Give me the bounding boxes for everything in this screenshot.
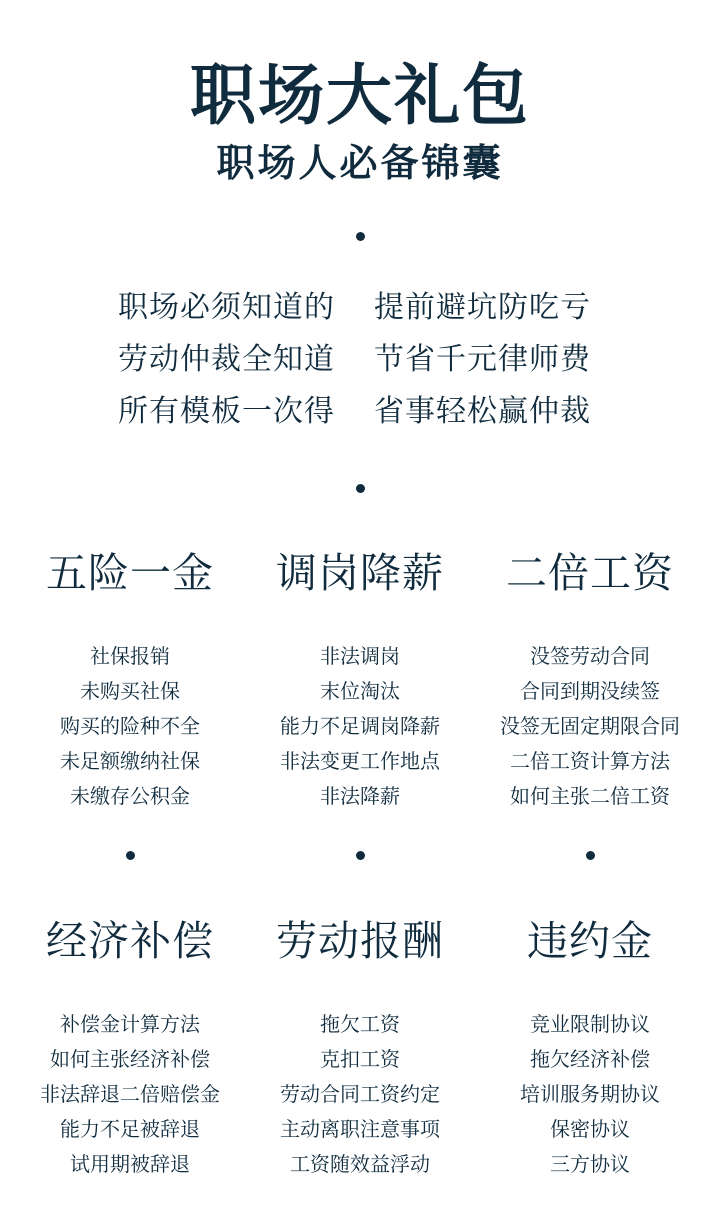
list-item: 能力不足调岗降薪 bbox=[280, 714, 440, 738]
list-item: 如何主张经济补偿 bbox=[50, 1047, 210, 1071]
list-item: 没签劳动合同 bbox=[530, 644, 650, 668]
tagline-right: 节省千元律师费 bbox=[374, 342, 591, 377]
section-wuxian-yijin bbox=[10, 548, 250, 814]
list-item: 非法辞退二倍赔偿金 bbox=[40, 1082, 220, 1106]
tagline-left: 所有模板一次得 bbox=[118, 394, 335, 429]
list-item: 劳动合同工资约定 bbox=[280, 1082, 440, 1106]
list-item: 非法降薪 bbox=[320, 784, 400, 808]
list-item: 如何主张二倍工资 bbox=[510, 784, 670, 808]
section-title: 调岗降薪 bbox=[276, 549, 444, 597]
list-item: 克扣工资 bbox=[320, 1047, 400, 1071]
tagline-left: 劳动仲裁全知道 bbox=[118, 342, 335, 377]
section-list bbox=[10, 639, 250, 814]
list-item: 培训服务期协议 bbox=[520, 1082, 660, 1106]
divider-dot bbox=[356, 232, 365, 241]
page-title: 职场大礼包 bbox=[190, 57, 530, 134]
list-item: 购买的险种不全 bbox=[60, 714, 200, 738]
list-item: 未购买社保 bbox=[80, 679, 180, 703]
list-item: 能力不足被辞退 bbox=[60, 1117, 200, 1141]
section-title: 二倍工资 bbox=[506, 549, 674, 597]
section-tiaogang-jiangxin bbox=[240, 548, 480, 814]
tagline-left: 职场必须知道的 bbox=[118, 290, 335, 325]
tagline-row bbox=[0, 340, 720, 380]
section-title: 五险一金 bbox=[46, 549, 214, 597]
tagline-row bbox=[0, 288, 720, 328]
list-item: 竞业限制协议 bbox=[530, 1012, 650, 1036]
section-list bbox=[240, 639, 480, 814]
section-list bbox=[10, 1007, 250, 1182]
tagline-row bbox=[0, 392, 720, 432]
list-item: 末位淘汰 bbox=[320, 679, 400, 703]
divider-dot bbox=[586, 851, 595, 860]
section-list bbox=[470, 639, 710, 814]
divider-dot bbox=[356, 484, 365, 493]
list-item: 社保报销 bbox=[90, 644, 170, 668]
list-item: 工资随效益浮动 bbox=[290, 1152, 430, 1176]
list-item: 二倍工资计算方法 bbox=[510, 749, 670, 773]
list-item: 没签无固定期限合同 bbox=[500, 714, 680, 738]
list-item: 未足额缴纳社保 bbox=[60, 749, 200, 773]
section-title: 违约金 bbox=[527, 917, 653, 965]
list-item: 补偿金计算方法 bbox=[60, 1012, 200, 1036]
section-jingji-buchang bbox=[10, 916, 250, 1182]
list-item: 未缴存公积金 bbox=[70, 784, 190, 808]
page-subtitle: 职场人必备锦囊 bbox=[216, 141, 504, 185]
section-title: 经济补偿 bbox=[46, 917, 214, 965]
tagline-right: 提前避坑防吃亏 bbox=[374, 290, 591, 325]
section-laodong-baochou bbox=[240, 916, 480, 1182]
list-item: 非法变更工作地点 bbox=[280, 749, 440, 773]
list-item: 保密协议 bbox=[550, 1117, 630, 1141]
section-title: 劳动报酬 bbox=[276, 917, 444, 965]
section-weiyuejin bbox=[470, 916, 710, 1182]
tagline-right: 省事轻松赢仲裁 bbox=[374, 394, 591, 429]
list-item: 试用期被辞退 bbox=[70, 1152, 190, 1176]
list-item: 拖欠工资 bbox=[320, 1012, 400, 1036]
list-item: 合同到期没续签 bbox=[520, 679, 660, 703]
section-list bbox=[470, 1007, 710, 1182]
list-item: 主动离职注意事项 bbox=[280, 1117, 440, 1141]
list-item: 三方协议 bbox=[550, 1152, 630, 1176]
divider-dot bbox=[356, 851, 365, 860]
list-item: 拖欠经济补偿 bbox=[530, 1047, 650, 1071]
section-erbei-gongzi bbox=[470, 548, 710, 814]
section-list bbox=[240, 1007, 480, 1182]
list-item: 非法调岗 bbox=[320, 644, 400, 668]
divider-dot bbox=[126, 851, 135, 860]
